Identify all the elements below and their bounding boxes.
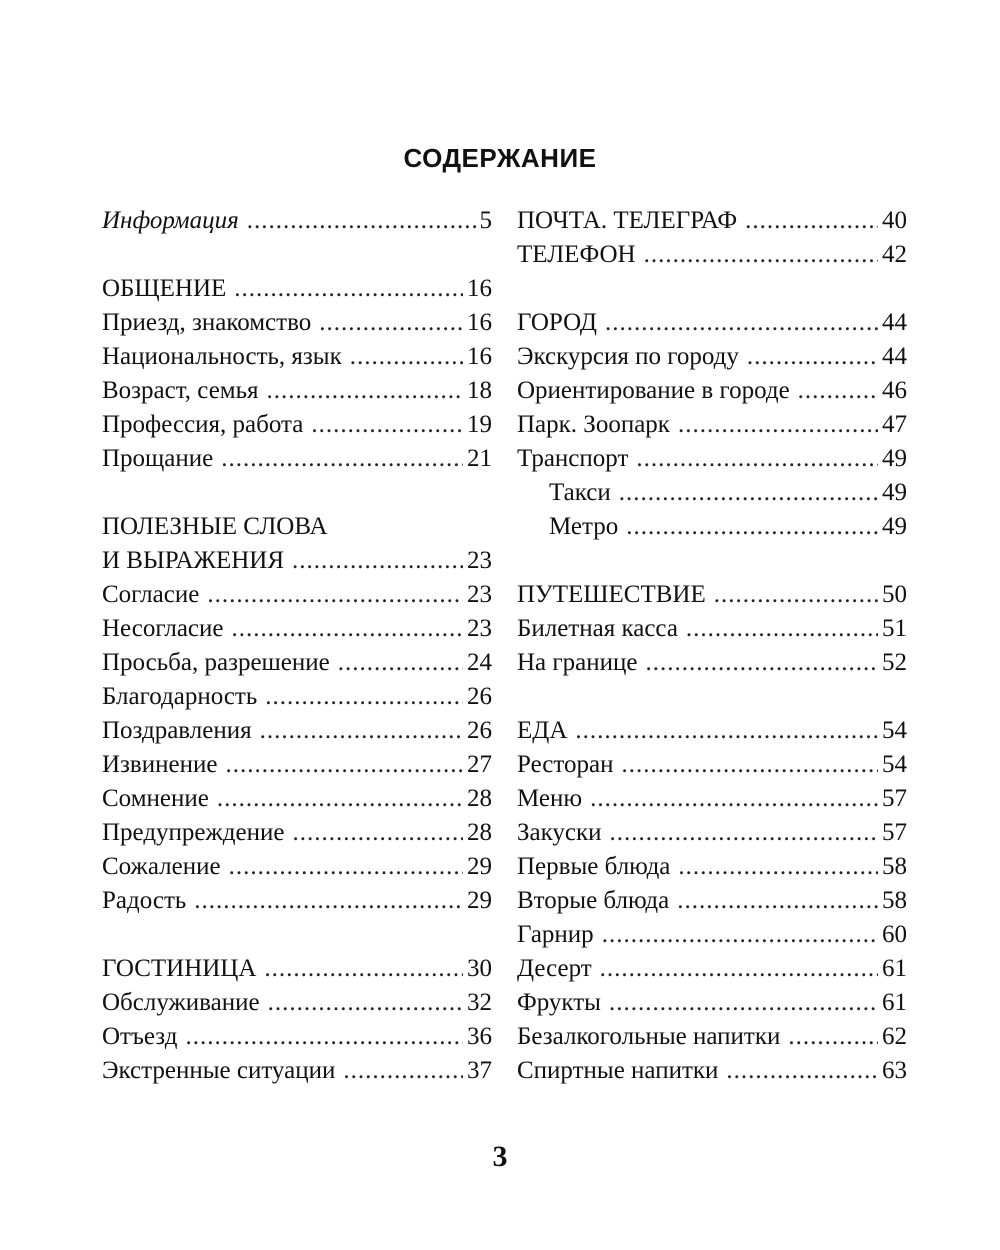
- toc-entry-page: 50: [882, 581, 907, 608]
- toc-entry[interactable]: [517, 986, 907, 1020]
- toc-entry[interactable]: [102, 204, 492, 238]
- dot-leader: [600, 952, 878, 986]
- toc-entry[interactable]: [102, 1020, 492, 1054]
- toc-entry-page: 16: [467, 309, 492, 336]
- toc-spacer: [517, 544, 907, 578]
- dot-leader: [788, 1020, 878, 1054]
- toc-entry[interactable]: [517, 816, 907, 850]
- toc-entry[interactable]: [517, 578, 907, 612]
- dot-leader: [645, 646, 878, 680]
- dot-leader: [609, 986, 878, 1020]
- toc-right-column: [517, 204, 907, 1088]
- toc-entry-page: 54: [882, 717, 907, 744]
- toc-entry[interactable]: [102, 714, 492, 748]
- toc-entry-page: 29: [467, 887, 492, 914]
- toc-entry-page: 16: [467, 275, 492, 302]
- toc-entry[interactable]: [102, 680, 492, 714]
- toc-entry[interactable]: [517, 408, 907, 442]
- toc-entry[interactable]: [517, 714, 907, 748]
- toc-spacer: [517, 680, 907, 714]
- dot-leader: [602, 918, 878, 952]
- toc-entry-title: Транспорт: [517, 445, 629, 472]
- toc-entry-title: Извинение: [102, 751, 218, 778]
- dot-leader: [747, 340, 878, 374]
- dot-leader: [798, 374, 878, 408]
- toc-entry-title: Спиртные напитки: [517, 1057, 719, 1084]
- dot-leader: [319, 306, 463, 340]
- dot-leader: [260, 714, 463, 748]
- toc-entry-title: Вторые блюда: [517, 887, 670, 914]
- dot-leader: [232, 612, 464, 646]
- toc-entry-page: 37: [467, 1057, 492, 1084]
- dot-leader: [229, 850, 463, 884]
- toc-entry-title: Сожаление: [102, 853, 221, 880]
- toc-entry-page: 28: [467, 785, 492, 812]
- toc-entry-title: Радость: [102, 887, 187, 914]
- toc-entry-page: 26: [467, 683, 492, 710]
- toc-entry-title: ГОРОД: [517, 309, 597, 336]
- toc-entry-title: ЕДА: [517, 717, 568, 744]
- toc-entry-title: ПОЧТА. ТЕЛЕГРАФ: [517, 207, 738, 234]
- toc-entry-title: ОБЩЕНИЕ: [102, 275, 227, 302]
- toc-entry[interactable]: [517, 918, 907, 952]
- toc-entry[interactable]: [517, 340, 907, 374]
- toc-entry[interactable]: [517, 204, 907, 238]
- toc-entry-page: 16: [467, 343, 492, 370]
- toc-entry-title: Фрукты: [517, 989, 601, 1016]
- toc-entry-title: ГОСТИНИЦА: [102, 955, 257, 982]
- toc-entry-title: Метро: [549, 513, 619, 540]
- toc-entry-page: 63: [882, 1057, 907, 1084]
- dot-leader: [338, 646, 463, 680]
- dot-leader: [311, 408, 463, 442]
- toc-entry-page: 47: [882, 411, 907, 438]
- toc-entry-page: 57: [882, 819, 907, 846]
- toc-entry-title: Меню: [517, 785, 583, 812]
- toc-entry[interactable]: [517, 612, 907, 646]
- toc-entry-page: 32: [467, 989, 492, 1016]
- toc-entry-page: 49: [882, 445, 907, 472]
- dot-leader: [267, 374, 463, 408]
- dot-leader: [247, 204, 476, 238]
- toc-entry-title: Гарнир: [517, 921, 594, 948]
- dot-leader: [590, 782, 878, 816]
- toc-entry[interactable]: [102, 748, 492, 782]
- toc-entry-page: 44: [882, 309, 907, 336]
- dot-leader: [626, 510, 878, 544]
- toc-entry[interactable]: [102, 1054, 492, 1088]
- toc-entry[interactable]: [517, 374, 907, 408]
- toc-entry-page: 52: [882, 649, 907, 676]
- toc-entry-title: Первые блюда: [517, 853, 671, 880]
- toc-entry-page: 58: [882, 853, 907, 880]
- toc-entry-page: 61: [882, 989, 907, 1016]
- toc-entry[interactable]: [102, 952, 492, 986]
- dot-leader: [636, 442, 878, 476]
- dot-leader: [207, 578, 463, 612]
- toc-entry[interactable]: [102, 578, 492, 612]
- toc-entry-title: Парк. Зоопарк: [517, 411, 670, 438]
- toc-entry-title: Безалкогольные напитки: [517, 1023, 781, 1050]
- dot-leader: [264, 952, 463, 986]
- toc-entry-page: 49: [882, 479, 907, 506]
- toc-entry[interactable]: [517, 646, 907, 680]
- toc-entry-page: 51: [882, 615, 907, 642]
- toc-entry[interactable]: [102, 442, 492, 476]
- toc-entry-page: 19: [467, 411, 492, 438]
- dot-leader: [610, 816, 878, 850]
- toc-entry[interactable]: [102, 884, 492, 918]
- toc-entry-page: 36: [467, 1023, 492, 1050]
- toc-entry[interactable]: [102, 850, 492, 884]
- toc-entry-title: И ВЫРАЖЕНИЯ: [102, 547, 284, 574]
- toc-entry-title: Информация: [102, 207, 239, 234]
- toc-entry[interactable]: [517, 238, 907, 272]
- toc-entry-title: Прощание: [102, 445, 214, 472]
- toc-entry[interactable]: [102, 816, 492, 850]
- page-title: СОДЕРЖАНИЕ: [403, 143, 597, 173]
- toc-entry-title: Отъезд: [102, 1023, 178, 1050]
- toc-entry-title: Возраст, семья: [102, 377, 259, 404]
- toc-entry-title: Ресторан: [517, 751, 614, 778]
- toc-entry[interactable]: [102, 510, 492, 544]
- toc-entry-page: 23: [467, 547, 492, 574]
- dot-leader: [268, 986, 463, 1020]
- toc-entry[interactable]: [102, 986, 492, 1020]
- toc-entry[interactable]: [102, 544, 492, 578]
- toc-entry-title: ТЕЛЕФОН: [517, 241, 636, 268]
- toc-entry-title: ПУТЕШЕСТВИЕ: [517, 581, 706, 608]
- dot-leader: [745, 204, 878, 238]
- toc-entry-title: Закуски: [517, 819, 602, 846]
- toc-entry-page: 29: [467, 853, 492, 880]
- toc-entry[interactable]: [517, 442, 907, 476]
- dot-leader: [194, 884, 463, 918]
- toc-entry[interactable]: [102, 374, 492, 408]
- dot-leader: [185, 1020, 463, 1054]
- dot-leader: [726, 1054, 878, 1088]
- dot-leader: [221, 442, 463, 476]
- toc-spacer: [517, 272, 907, 306]
- toc-entry[interactable]: [517, 952, 907, 986]
- dot-leader: [605, 306, 878, 340]
- toc-entry-page: 44: [882, 343, 907, 370]
- toc-entry-title: Согласие: [102, 581, 200, 608]
- toc-entry-page: 21: [467, 445, 492, 472]
- toc-entry[interactable]: [517, 748, 907, 782]
- dot-leader: [575, 714, 878, 748]
- toc-entry-page: 54: [882, 751, 907, 778]
- toc-entry-title: ПОЛЕЗНЫЕ СЛОВА: [102, 513, 328, 540]
- toc-entry[interactable]: [517, 476, 907, 510]
- dot-leader: [677, 884, 878, 918]
- toc-entry-title: Десерт: [517, 955, 592, 982]
- toc-entry-page: 5: [479, 207, 492, 234]
- toc-entry[interactable]: [102, 782, 492, 816]
- toc-entry-title: Экстренные ситуации: [102, 1057, 336, 1084]
- toc-entry[interactable]: [102, 306, 492, 340]
- toc-entry-page: 61: [882, 955, 907, 982]
- toc-entry[interactable]: [517, 884, 907, 918]
- toc-entry-page: 28: [467, 819, 492, 846]
- toc-entry-page: 49: [882, 513, 907, 540]
- toc-entry-title: Поздравления: [102, 717, 252, 744]
- toc-entry-page: 30: [467, 955, 492, 982]
- dot-leader: [217, 782, 463, 816]
- dot-leader: [292, 816, 463, 850]
- toc-entry-page: 23: [467, 581, 492, 608]
- dot-leader: [350, 340, 463, 374]
- toc-entry[interactable]: [517, 850, 907, 884]
- toc-entry[interactable]: [517, 1054, 907, 1088]
- toc-spacer: [102, 918, 492, 952]
- toc-entry-page: 23: [467, 615, 492, 642]
- toc-entry-title: Приезд, знакомство: [102, 309, 312, 336]
- dot-leader: [714, 578, 878, 612]
- toc-entry-title: Предупреждение: [102, 819, 285, 846]
- dot-leader: [678, 850, 878, 884]
- toc-entry-title: Национальность, язык: [102, 343, 342, 370]
- toc-entry-page: 24: [467, 649, 492, 676]
- toc-spacer: [102, 238, 492, 272]
- dot-leader: [292, 544, 463, 578]
- dot-leader: [225, 748, 463, 782]
- toc-entry[interactable]: [517, 1020, 907, 1054]
- toc-entry[interactable]: [102, 646, 492, 680]
- page-number: 3: [492, 1140, 508, 1173]
- toc-spacer: [102, 476, 492, 510]
- toc-entry-title: Экскурсия по городу: [517, 343, 739, 370]
- dot-leader: [265, 680, 463, 714]
- dot-leader: [234, 272, 463, 306]
- toc-entry-page: 62: [882, 1023, 907, 1050]
- toc-entry[interactable]: [102, 272, 492, 306]
- toc-entry-title: Благодарность: [102, 683, 258, 710]
- toc-entry-title: Профессия, работа: [102, 411, 304, 438]
- toc-entry-page: 46: [882, 377, 907, 404]
- toc-entry[interactable]: [517, 782, 907, 816]
- toc-entry-page: 40: [882, 207, 907, 234]
- toc-entry-page: 42: [882, 241, 907, 268]
- toc-left-column: [102, 204, 492, 1088]
- dot-leader: [644, 238, 878, 272]
- toc-entry-title: Такси: [549, 479, 611, 506]
- toc-entry-title: Сомнение: [102, 785, 209, 812]
- dot-leader: [621, 748, 878, 782]
- toc-entry-title: Билетная касса: [517, 615, 678, 642]
- toc-entry-page: 60: [882, 921, 907, 948]
- dot-leader: [343, 1054, 463, 1088]
- dot-leader: [678, 408, 878, 442]
- toc-entry[interactable]: [102, 612, 492, 646]
- toc-entry-page: 58: [882, 887, 907, 914]
- toc-entry[interactable]: [102, 340, 492, 374]
- toc-entry-title: Просьба, разрешение: [102, 649, 330, 676]
- toc-entry-title: Ориентирование в городе: [517, 377, 790, 404]
- toc-entry-page: 27: [467, 751, 492, 778]
- toc-entry[interactable]: [517, 306, 907, 340]
- toc-entry-title: Обслуживание: [102, 989, 260, 1016]
- toc-entry[interactable]: [102, 408, 492, 442]
- dot-leader: [619, 476, 878, 510]
- toc-entry-page: 18: [467, 377, 492, 404]
- dot-leader: [686, 612, 878, 646]
- toc-entry-page: 57: [882, 785, 907, 812]
- toc-entry-title: Несогласие: [102, 615, 224, 642]
- toc-entry-title: На границе: [517, 649, 638, 676]
- toc-entry[interactable]: [517, 510, 907, 544]
- toc-entry-page: 26: [467, 717, 492, 744]
